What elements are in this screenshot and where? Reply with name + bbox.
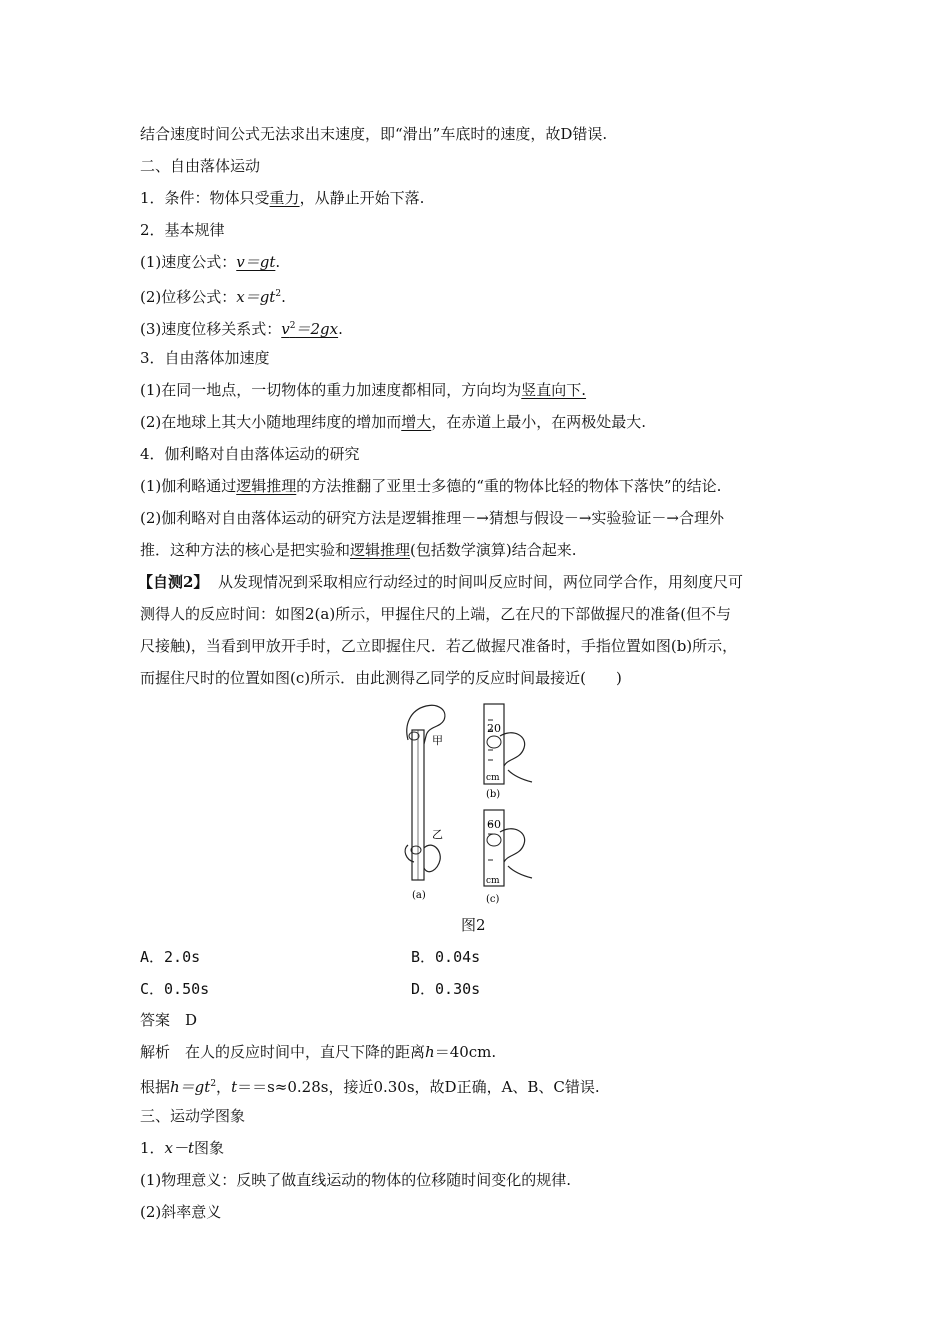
question-line: 而握住尺时的位置如图(c)所示．由此测得乙同学的反应时间最接近( ) bbox=[140, 669, 622, 687]
option-b: B．0.04s bbox=[411, 948, 481, 966]
label-yi: 乙 bbox=[432, 828, 443, 841]
option-a: A．2.0s bbox=[140, 948, 201, 966]
hand-b bbox=[500, 733, 532, 782]
analysis-line: 解析 在人的反应时间中，直尺下降的距离h＝40cm. bbox=[140, 1043, 497, 1061]
section-heading: 三、运动学图象 bbox=[140, 1107, 246, 1125]
question-line: 测得人的反应时间：如图2(a)所示，甲握住尺的上端，乙在尺的下部做握尺的准备(但不与 bbox=[140, 605, 732, 623]
question-line: 【自测2】 从发现情况到采取相应行动经过的时间叫反应时间，两位同学合作，用刻度尺可 bbox=[138, 573, 743, 591]
text-line: 结合速度时间公式无法求出末速度，即“滑出”车底时的速度，故D错误. bbox=[140, 125, 608, 143]
unit-c: cm bbox=[486, 876, 500, 886]
figure-caption: 图2 bbox=[461, 916, 486, 934]
mark-b: 20 bbox=[487, 722, 501, 735]
label-a: (a) bbox=[412, 890, 426, 901]
mark-c: 60 bbox=[487, 818, 501, 831]
ruler-experiment-figure bbox=[398, 700, 548, 910]
label-jia: 甲 bbox=[432, 734, 443, 747]
option-d: D．0.30s bbox=[411, 980, 481, 998]
text-line: 4．伽利略对自由落体运动的研究 bbox=[140, 445, 360, 463]
hand-c bbox=[500, 829, 532, 878]
text-line: (2)斜率意义 bbox=[140, 1203, 222, 1221]
label-b: (b) bbox=[486, 789, 501, 800]
formula-line: (1)速度公式：v＝gt. bbox=[140, 253, 281, 271]
answer-line: 答案 D bbox=[140, 1011, 198, 1029]
hand-yi bbox=[405, 845, 440, 872]
text-line: 推．这种方法的核心是把实验和逻辑推理(包括数学演算)结合起来. bbox=[140, 541, 577, 559]
text-line: 2．基本规律 bbox=[140, 221, 225, 239]
section-heading: 二、自由落体运动 bbox=[140, 157, 261, 175]
text-line: 3．自由落体加速度 bbox=[140, 349, 270, 367]
text-line: (1)在同一地点，一切物体的重力加速度都相同，方向均为竖直向下. bbox=[140, 381, 587, 399]
formula-line: (3)速度位移关系式：$v^2=2gx$. bbox=[140, 320, 343, 338]
text-line: (1)伽利略通过逻辑推理的方法推翻了亚里士多德的“重的物体比轻的物体下落快”的结论. bbox=[140, 477, 722, 495]
formula-line: (2)位移公式：$x=gt^2$. bbox=[140, 288, 286, 306]
text-line: 1．x－t图象 bbox=[140, 1139, 225, 1157]
option-c: C．0.50s bbox=[140, 980, 210, 998]
text-line: (2)在地球上其大小随地理纬度的增加而增大，在赤道上最小，在两极处最大. bbox=[140, 413, 647, 431]
question-line: 尺接触)，当看到甲放开手时，乙立即握住尺．若乙做握尺准备时，手指位置如图(b)所示， bbox=[140, 637, 738, 655]
text-line: (2)伽利略对自由落体运动的研究方法是逻辑推理－→猜想与假设－→实验验证－→合理外 bbox=[140, 509, 724, 527]
unit-b: cm bbox=[486, 773, 500, 783]
question-tag: 【自测2】 bbox=[138, 573, 209, 591]
text-line: 1．条件：物体只受重力，从静止开始下落. bbox=[140, 189, 425, 207]
analysis-line: 根据$h=gt^2$，t＝＝s≈0.28s，接近0.30s，故D正确，A、B、C错误. bbox=[140, 1078, 600, 1096]
text-line: (1)物理意义：反映了做直线运动的物体的位移随时间变化的规律. bbox=[140, 1171, 572, 1189]
label-c: (c) bbox=[486, 894, 500, 905]
